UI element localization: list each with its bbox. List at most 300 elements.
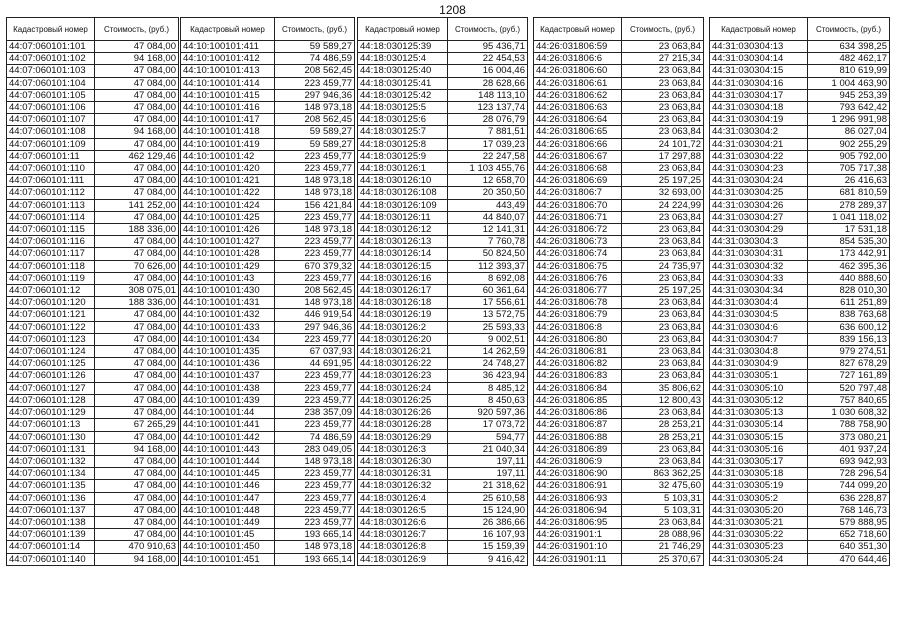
cadastral-number-cell: 44:26:031806:94 bbox=[534, 504, 622, 516]
cost-cell: 74 486,59 bbox=[275, 431, 355, 443]
table-row bbox=[181, 516, 355, 528]
cost-cell: 23 063,84 bbox=[622, 358, 704, 370]
cost-cell: 223 459,77 bbox=[275, 150, 355, 162]
cadastral-number-cell: 44:10:100101:434 bbox=[181, 333, 275, 345]
cost-cell: 47 084,00 bbox=[95, 309, 179, 321]
cost-cell: 278 289,37 bbox=[808, 199, 890, 211]
table-row bbox=[534, 468, 704, 480]
cadastral-number-cell: 44:18:030126:9 bbox=[358, 553, 448, 565]
cadastral-number-cell: 44:10:100101:450 bbox=[181, 541, 275, 553]
cadastral-number-cell: 44:26:031806:91 bbox=[534, 480, 622, 492]
cost-cell: 470 910,63 bbox=[95, 541, 179, 553]
cadastral-number-cell: 44:07:060101:135 bbox=[7, 480, 95, 492]
cost-cell: 141 252,00 bbox=[95, 199, 179, 211]
table-row bbox=[7, 150, 179, 162]
cost-cell: 86 027,04 bbox=[808, 126, 890, 138]
cadastral-number-cell: 44:10:100101:451 bbox=[181, 553, 275, 565]
table-row bbox=[181, 114, 355, 126]
cadastral-number-cell: 44:31:030304:13 bbox=[710, 41, 808, 53]
cost-cell: 905 792,00 bbox=[808, 150, 890, 162]
table-row bbox=[358, 480, 528, 492]
cadastral-number-cell: 44:07:060101:14 bbox=[7, 541, 95, 553]
cost-cell: 148 973,18 bbox=[275, 541, 355, 553]
table-row bbox=[534, 553, 704, 565]
table-row bbox=[181, 102, 355, 114]
cadastral-number-cell: 44:10:100101:424 bbox=[181, 199, 275, 211]
table-row bbox=[710, 370, 890, 382]
cost-cell: 727 161,89 bbox=[808, 370, 890, 382]
cadastral-number-cell: 44:18:030126:108 bbox=[358, 187, 448, 199]
cost-cell: 482 462,17 bbox=[808, 53, 890, 65]
cadastral-number-cell: 44:18:030126:25 bbox=[358, 394, 448, 406]
cost-cell: 21 746,29 bbox=[622, 541, 704, 553]
cost-cell: 462 129,46 bbox=[95, 150, 179, 162]
table-row bbox=[358, 394, 528, 406]
cadastral-number-cell: 44:07:060101:119 bbox=[7, 272, 95, 284]
cadastral-number-cell: 44:18:030126:2 bbox=[358, 321, 448, 333]
table-row bbox=[710, 529, 890, 541]
table-row bbox=[181, 150, 355, 162]
cost-cell: 1 041 118,02 bbox=[808, 211, 890, 223]
table-row bbox=[181, 199, 355, 211]
cost-cell: 16 107,93 bbox=[448, 529, 528, 541]
table-row bbox=[534, 443, 704, 455]
table-row bbox=[534, 529, 704, 541]
cost-cell: 47 084,00 bbox=[95, 333, 179, 345]
table-row bbox=[710, 541, 890, 553]
cadastral-number-cell: 44:07:060101:116 bbox=[7, 236, 95, 248]
table-row bbox=[534, 321, 704, 333]
cost-table-2 bbox=[180, 17, 355, 566]
cadastral-number-cell: 44:10:100101:432 bbox=[181, 309, 275, 321]
cadastral-number-cell: 44:26:031806:85 bbox=[534, 394, 622, 406]
cost-cell: 1 004 463,90 bbox=[808, 77, 890, 89]
cost-cell: 636 600,12 bbox=[808, 321, 890, 333]
cost-cell: 148 973,18 bbox=[275, 224, 355, 236]
table-row bbox=[7, 41, 179, 53]
table-row bbox=[358, 529, 528, 541]
table-row bbox=[710, 407, 890, 419]
table-row bbox=[7, 138, 179, 150]
cadastral-number-cell: 44:26:031806:88 bbox=[534, 431, 622, 443]
table-row bbox=[534, 407, 704, 419]
cadastral-number-cell: 44:10:100101:44 bbox=[181, 407, 275, 419]
cost-cell: 59 589,27 bbox=[275, 41, 355, 53]
cadastral-number-cell: 44:18:030125:41 bbox=[358, 77, 448, 89]
table-row bbox=[7, 199, 179, 211]
table-header-row bbox=[534, 18, 704, 41]
cadastral-number-cell: 44:18:030126:13 bbox=[358, 236, 448, 248]
cadastral-number-cell: 44:31:030305:15 bbox=[710, 431, 808, 443]
cost-cell: 440 888,60 bbox=[808, 272, 890, 284]
cost-cell: 28 088,96 bbox=[622, 529, 704, 541]
table-row bbox=[181, 553, 355, 565]
cadastral-number-cell: 44:31:030305:1 bbox=[710, 370, 808, 382]
cost-cell: 47 084,00 bbox=[95, 236, 179, 248]
table-row bbox=[534, 248, 704, 260]
cadastral-number-cell: 44:10:100101:439 bbox=[181, 394, 275, 406]
cost-cell: 21 040,34 bbox=[448, 443, 528, 455]
cadastral-number-cell: 44:31:030304:4 bbox=[710, 297, 808, 309]
cost-cell: 297 946,36 bbox=[275, 321, 355, 333]
cadastral-number-cell: 44:26:031806:90 bbox=[534, 468, 622, 480]
cost-cell: 17 073,72 bbox=[448, 419, 528, 431]
cadastral-number-cell: 44:07:060101:12 bbox=[7, 285, 95, 297]
cadastral-number-cell: 44:10:100101:428 bbox=[181, 248, 275, 260]
table-row bbox=[534, 53, 704, 65]
table-row bbox=[181, 65, 355, 77]
table-row bbox=[534, 504, 704, 516]
cost-cell: 520 797,48 bbox=[808, 382, 890, 394]
cost-cell: 47 084,00 bbox=[95, 480, 179, 492]
table-row bbox=[710, 102, 890, 114]
cost-cell: 744 099,20 bbox=[808, 480, 890, 492]
table-row bbox=[710, 443, 890, 455]
table-row bbox=[358, 77, 528, 89]
cadastral-number-cell: 44:18:030125:5 bbox=[358, 102, 448, 114]
cadastral-number-cell: 44:07:060101:104 bbox=[7, 77, 95, 89]
table-header-row bbox=[358, 18, 528, 41]
table-row bbox=[358, 455, 528, 467]
cadastral-number-cell: 44:18:030126:23 bbox=[358, 370, 448, 382]
cost-cell: 945 253,39 bbox=[808, 89, 890, 101]
cost-cell: 223 459,77 bbox=[275, 163, 355, 175]
table-row bbox=[534, 150, 704, 162]
cadastral-number-cell: 44:07:060101:137 bbox=[7, 504, 95, 516]
table-row bbox=[181, 358, 355, 370]
cadastral-number-cell: 44:26:031806:67 bbox=[534, 150, 622, 162]
cadastral-number-cell: 44:07:060101:125 bbox=[7, 358, 95, 370]
table-row bbox=[358, 358, 528, 370]
table-row bbox=[710, 297, 890, 309]
cadastral-number-cell: 44:07:060101:120 bbox=[7, 297, 95, 309]
cadastral-number-cell: 44:31:030305:22 bbox=[710, 529, 808, 541]
table-row bbox=[358, 272, 528, 284]
cadastral-number-cell: 44:31:030304:29 bbox=[710, 224, 808, 236]
cost-cell: 21 318,62 bbox=[448, 480, 528, 492]
cost-cell: 25 593,33 bbox=[448, 321, 528, 333]
table-row bbox=[358, 41, 528, 53]
cost-cell: 23 063,84 bbox=[622, 224, 704, 236]
cadastral-number-cell: 44:10:100101:445 bbox=[181, 468, 275, 480]
table-row bbox=[534, 346, 704, 358]
table-row bbox=[358, 333, 528, 345]
cadastral-number-cell: 44:07:060101:138 bbox=[7, 516, 95, 528]
cost-cell: 681 810,59 bbox=[808, 187, 890, 199]
table-row bbox=[181, 309, 355, 321]
cadastral-number-cell: 44:31:030304:7 bbox=[710, 333, 808, 345]
cadastral-number-cell: 44:31:030304:22 bbox=[710, 150, 808, 162]
table-row bbox=[358, 553, 528, 565]
cost-cell: 23 063,84 bbox=[622, 77, 704, 89]
cost-cell: 47 084,00 bbox=[95, 394, 179, 406]
cadastral-number-cell: 44:10:100101:414 bbox=[181, 77, 275, 89]
table-row bbox=[181, 394, 355, 406]
table-row bbox=[358, 199, 528, 211]
header-cost: Стоимость, (руб.) bbox=[622, 18, 704, 41]
cadastral-number-cell: 44:26:031806:72 bbox=[534, 224, 622, 236]
cadastral-number-cell: 44:26:031806:83 bbox=[534, 370, 622, 382]
cadastral-number-cell: 44:18:030126:12 bbox=[358, 224, 448, 236]
cadastral-number-cell: 44:07:060101:140 bbox=[7, 553, 95, 565]
cost-cell: 9 002,51 bbox=[448, 333, 528, 345]
table-row bbox=[534, 236, 704, 248]
cadastral-number-cell: 44:26:031806:66 bbox=[534, 138, 622, 150]
table-row bbox=[181, 248, 355, 260]
table-row bbox=[710, 65, 890, 77]
cadastral-number-cell: 44:07:060101:106 bbox=[7, 102, 95, 114]
table-row bbox=[534, 126, 704, 138]
table-row bbox=[710, 236, 890, 248]
table-row bbox=[358, 150, 528, 162]
cadastral-number-cell: 44:10:100101:420 bbox=[181, 163, 275, 175]
cadastral-number-cell: 44:18:030125:39 bbox=[358, 41, 448, 53]
table-row bbox=[358, 431, 528, 443]
cost-cell: 223 459,77 bbox=[275, 248, 355, 260]
table-row bbox=[181, 224, 355, 236]
cadastral-number-cell: 44:07:060101:107 bbox=[7, 114, 95, 126]
table-row bbox=[358, 248, 528, 260]
cadastral-number-cell: 44:10:100101:449 bbox=[181, 516, 275, 528]
table-row bbox=[534, 333, 704, 345]
table-row bbox=[7, 224, 179, 236]
cost-cell: 25 197,25 bbox=[622, 285, 704, 297]
cadastral-number-cell: 44:18:030125:7 bbox=[358, 126, 448, 138]
table-row bbox=[7, 407, 179, 419]
table-row bbox=[534, 455, 704, 467]
cost-cell: 283 049,05 bbox=[275, 443, 355, 455]
header-cadastral-number: Кадастровый номер bbox=[7, 18, 95, 41]
table-row bbox=[7, 126, 179, 138]
cost-table-3 bbox=[357, 17, 528, 566]
table-row bbox=[534, 224, 704, 236]
table-row bbox=[534, 358, 704, 370]
table-row bbox=[710, 41, 890, 53]
cadastral-number-cell: 44:26:031901:11 bbox=[534, 553, 622, 565]
table-row bbox=[181, 236, 355, 248]
cadastral-number-cell: 44:18:030125:42 bbox=[358, 89, 448, 101]
cost-cell: 15 124,90 bbox=[448, 504, 528, 516]
cadastral-number-cell: 44:10:100101:442 bbox=[181, 431, 275, 443]
table-row bbox=[534, 114, 704, 126]
table-row bbox=[358, 126, 528, 138]
table-row bbox=[710, 260, 890, 272]
table-row bbox=[7, 297, 179, 309]
cadastral-number-cell: 44:18:030126:5 bbox=[358, 504, 448, 516]
table-row bbox=[181, 529, 355, 541]
cost-cell: 297 946,36 bbox=[275, 89, 355, 101]
table-row bbox=[7, 175, 179, 187]
cadastral-number-cell: 44:07:060101:11 bbox=[7, 150, 95, 162]
cadastral-number-cell: 44:31:030305:12 bbox=[710, 394, 808, 406]
table-row bbox=[534, 297, 704, 309]
cost-cell: 123 137,74 bbox=[448, 102, 528, 114]
cadastral-number-cell: 44:18:030126:109 bbox=[358, 199, 448, 211]
cadastral-number-cell: 44:18:030126:1 bbox=[358, 163, 448, 175]
cadastral-number-cell: 44:18:030126:31 bbox=[358, 468, 448, 480]
cost-cell: 12 141,31 bbox=[448, 224, 528, 236]
cadastral-number-cell: 44:18:030126:16 bbox=[358, 272, 448, 284]
cost-cell: 793 642,42 bbox=[808, 102, 890, 114]
cadastral-number-cell: 44:26:031806:8 bbox=[534, 321, 622, 333]
cost-cell: 47 084,00 bbox=[95, 346, 179, 358]
cost-cell: 23 063,84 bbox=[622, 126, 704, 138]
table-row bbox=[710, 114, 890, 126]
cadastral-number-cell: 44:26:031806:70 bbox=[534, 199, 622, 211]
cadastral-number-cell: 44:10:100101:435 bbox=[181, 346, 275, 358]
cadastral-number-cell: 44:26:031806:61 bbox=[534, 77, 622, 89]
table-row bbox=[710, 175, 890, 187]
cost-cell: 23 063,84 bbox=[622, 309, 704, 321]
header-cadastral-number: Кадастровый номер bbox=[710, 18, 808, 41]
cadastral-number-cell: 44:18:030126:28 bbox=[358, 419, 448, 431]
cost-cell: 652 718,60 bbox=[808, 529, 890, 541]
cadastral-number-cell: 44:07:060101:122 bbox=[7, 321, 95, 333]
cost-cell: 47 084,00 bbox=[95, 138, 179, 150]
cadastral-number-cell: 44:18:030125:8 bbox=[358, 138, 448, 150]
table-row bbox=[181, 163, 355, 175]
cost-cell: 23 063,84 bbox=[622, 346, 704, 358]
cost-cell: 94 168,00 bbox=[95, 53, 179, 65]
table-row bbox=[7, 248, 179, 260]
cost-cell: 197,11 bbox=[448, 468, 528, 480]
cadastral-number-cell: 44:31:030304:34 bbox=[710, 285, 808, 297]
cadastral-number-cell: 44:31:030305:21 bbox=[710, 516, 808, 528]
cadastral-number-cell: 44:26:031806:68 bbox=[534, 163, 622, 175]
cost-cell: 223 459,77 bbox=[275, 77, 355, 89]
cadastral-number-cell: 44:18:030126:11 bbox=[358, 211, 448, 223]
cost-cell: 22 454,53 bbox=[448, 53, 528, 65]
cost-cell: 223 459,77 bbox=[275, 382, 355, 394]
cadastral-number-cell: 44:31:030305:19 bbox=[710, 480, 808, 492]
cadastral-number-cell: 44:26:031806:69 bbox=[534, 175, 622, 187]
cost-cell: 902 255,29 bbox=[808, 138, 890, 150]
table-row bbox=[710, 492, 890, 504]
table-row bbox=[710, 248, 890, 260]
cost-cell: 23 063,84 bbox=[622, 102, 704, 114]
cadastral-number-cell: 44:07:060101:113 bbox=[7, 199, 95, 211]
cadastral-number-cell: 44:18:030126:14 bbox=[358, 248, 448, 260]
cost-cell: 47 084,00 bbox=[95, 211, 179, 223]
cost-cell: 50 824,50 bbox=[448, 248, 528, 260]
cadastral-number-cell: 44:26:031806:65 bbox=[534, 126, 622, 138]
cadastral-number-cell: 44:07:060101:118 bbox=[7, 260, 95, 272]
cost-cell: 24 224,99 bbox=[622, 199, 704, 211]
table-row bbox=[7, 541, 179, 553]
cost-cell: 148 973,18 bbox=[275, 455, 355, 467]
cost-cell: 94 168,00 bbox=[95, 126, 179, 138]
cost-cell: 24 748,27 bbox=[448, 358, 528, 370]
cost-cell: 223 459,77 bbox=[275, 468, 355, 480]
cadastral-number-cell: 44:18:030126:29 bbox=[358, 431, 448, 443]
cost-cell: 208 562,45 bbox=[275, 114, 355, 126]
cost-cell: 838 763,68 bbox=[808, 309, 890, 321]
cadastral-number-cell: 44:10:100101:415 bbox=[181, 89, 275, 101]
table-row bbox=[358, 285, 528, 297]
table-row bbox=[358, 516, 528, 528]
table-row bbox=[358, 89, 528, 101]
cost-cell: 788 758,90 bbox=[808, 419, 890, 431]
table-row bbox=[7, 163, 179, 175]
table-row bbox=[710, 516, 890, 528]
cadastral-number-cell: 44:31:030304:17 bbox=[710, 89, 808, 101]
cost-cell: 25 370,67 bbox=[622, 553, 704, 565]
table-row bbox=[358, 419, 528, 431]
cadastral-number-cell: 44:10:100101:447 bbox=[181, 492, 275, 504]
table-row bbox=[534, 382, 704, 394]
cadastral-number-cell: 44:26:031806:62 bbox=[534, 89, 622, 101]
cadastral-number-cell: 44:31:030304:23 bbox=[710, 163, 808, 175]
cadastral-number-cell: 44:31:030304:8 bbox=[710, 346, 808, 358]
cost-cell: 112 393,37 bbox=[448, 260, 528, 272]
cost-cell: 23 063,84 bbox=[622, 333, 704, 345]
cadastral-number-cell: 44:10:100101:437 bbox=[181, 370, 275, 382]
table-row bbox=[534, 272, 704, 284]
cadastral-number-cell: 44:07:060101:121 bbox=[7, 309, 95, 321]
cadastral-number-cell: 44:26:031901:10 bbox=[534, 541, 622, 553]
table-row bbox=[7, 65, 179, 77]
cost-cell: 24 735,97 bbox=[622, 260, 704, 272]
cadastral-number-cell: 44:07:060101:111 bbox=[7, 175, 95, 187]
cost-cell: 594,77 bbox=[448, 431, 528, 443]
table-row bbox=[534, 138, 704, 150]
cadastral-number-cell: 44:31:030304:2 bbox=[710, 126, 808, 138]
table-row bbox=[7, 285, 179, 297]
cost-cell: 7 760,78 bbox=[448, 236, 528, 248]
table-row bbox=[7, 89, 179, 101]
table-row bbox=[710, 150, 890, 162]
cadastral-number-cell: 44:31:030304:5 bbox=[710, 309, 808, 321]
cadastral-number-cell: 44:18:030125:6 bbox=[358, 114, 448, 126]
cadastral-number-cell: 44:31:030304:33 bbox=[710, 272, 808, 284]
table-row bbox=[181, 297, 355, 309]
cost-cell: 17 297,88 bbox=[622, 150, 704, 162]
cost-cell: 32 475,60 bbox=[622, 480, 704, 492]
table-row bbox=[534, 492, 704, 504]
table-row bbox=[181, 480, 355, 492]
table-row bbox=[534, 285, 704, 297]
cadastral-number-cell: 44:07:060101:131 bbox=[7, 443, 95, 455]
table-row bbox=[7, 504, 179, 516]
cost-cell: 47 084,00 bbox=[95, 77, 179, 89]
cadastral-number-cell: 44:10:100101:411 bbox=[181, 41, 275, 53]
cadastral-number-cell: 44:31:030304:3 bbox=[710, 236, 808, 248]
table-row bbox=[7, 358, 179, 370]
cadastral-number-cell: 44:10:100101:429 bbox=[181, 260, 275, 272]
cadastral-number-cell: 44:18:030126:32 bbox=[358, 480, 448, 492]
header-cadastral-number: Кадастровый номер bbox=[534, 18, 622, 41]
cost-cell: 8 485,12 bbox=[448, 382, 528, 394]
table-row bbox=[7, 211, 179, 223]
cadastral-number-cell: 44:10:100101:413 bbox=[181, 65, 275, 77]
table-row bbox=[534, 541, 704, 553]
cost-cell: 223 459,77 bbox=[275, 419, 355, 431]
table-row bbox=[7, 272, 179, 284]
cost-cell: 94 168,00 bbox=[95, 553, 179, 565]
cadastral-number-cell: 44:31:030304:18 bbox=[710, 102, 808, 114]
cost-cell: 47 084,00 bbox=[95, 529, 179, 541]
cadastral-number-cell: 44:07:060101:136 bbox=[7, 492, 95, 504]
cadastral-number-cell: 44:07:060101:134 bbox=[7, 468, 95, 480]
cost-cell: 17 039,23 bbox=[448, 138, 528, 150]
cadastral-number-cell: 44:18:030126:22 bbox=[358, 358, 448, 370]
cadastral-number-cell: 44:07:060101:129 bbox=[7, 407, 95, 419]
header-cadastral-number: Кадастровый номер bbox=[358, 18, 448, 41]
table-row bbox=[7, 443, 179, 455]
cadastral-number-cell: 44:10:100101:443 bbox=[181, 443, 275, 455]
cost-cell: 59 589,27 bbox=[275, 138, 355, 150]
cadastral-number-cell: 44:31:030305:23 bbox=[710, 541, 808, 553]
